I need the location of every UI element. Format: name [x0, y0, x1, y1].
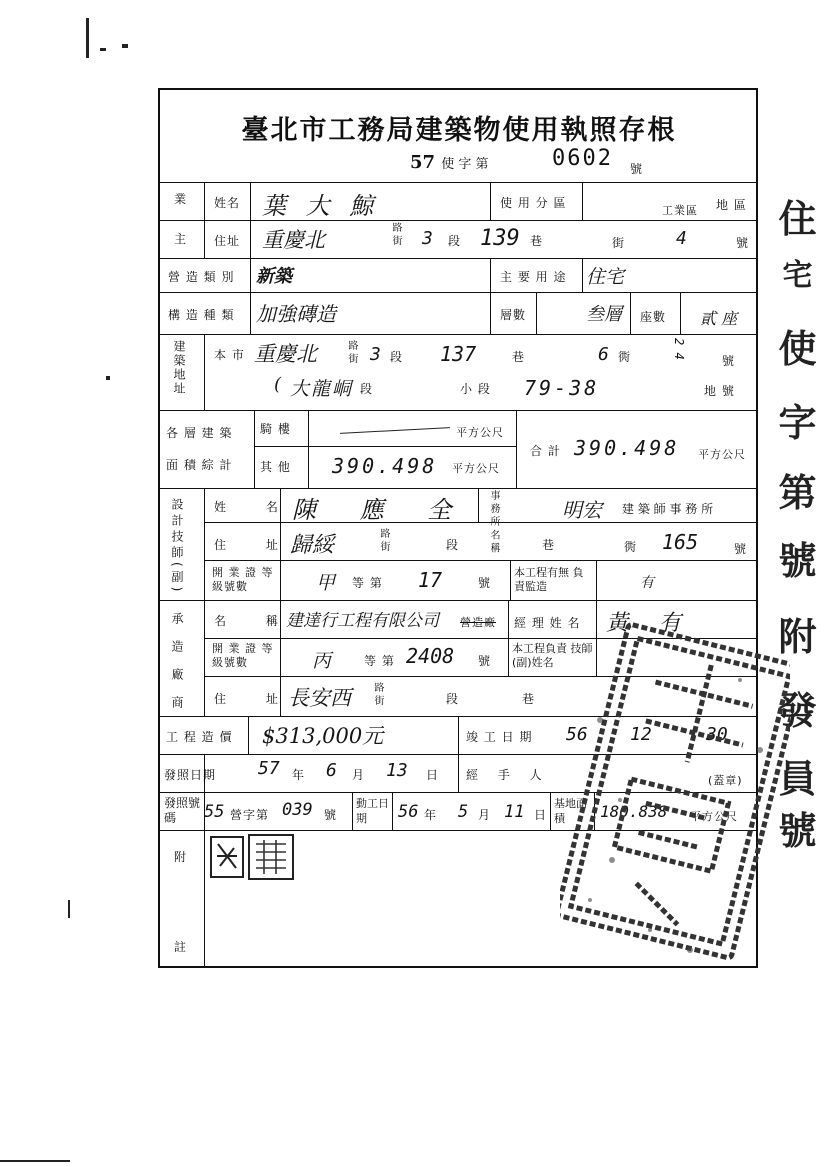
row-divider [204, 522, 756, 523]
contractor-address-lane-label: 巷 [522, 692, 536, 706]
official-seal-stamp [560, 600, 790, 980]
contractor-license-no: 2408 [406, 644, 455, 668]
col-divider [392, 792, 393, 830]
designer-license-suffix: 號 [478, 576, 492, 590]
side-char: 宅 [782, 258, 813, 293]
other-area-unit: 平方公尺 [452, 462, 500, 475]
side-char: 號 [778, 538, 817, 583]
col-divider [280, 488, 281, 716]
start-day-label: 日 [534, 808, 548, 822]
col-divider [536, 292, 537, 334]
col-divider [254, 410, 255, 488]
issue-day-label: 日 [426, 768, 440, 782]
designer-address-road: 歸綏 [290, 533, 335, 558]
designer-license-label: 開 業 證 等級號數 [212, 566, 274, 593]
owner-address-no: 4 [676, 228, 687, 249]
col-divider [458, 754, 459, 792]
site-no-value: 2 4 [672, 338, 686, 360]
contractor-license-label: 開 業 證 等級號數 [212, 642, 274, 669]
owner-address-lane: 139 [480, 226, 520, 251]
total-area-unit: 平方公尺 [698, 448, 746, 461]
area-label-2: 面 積 綜 計 [166, 458, 233, 472]
designer-address-alley-label: 衖 [624, 540, 638, 554]
permit-word-label: 使 字 第 [441, 157, 489, 172]
contractor-manager-value: 黃 有 [606, 611, 693, 636]
issue-year: 57 [258, 758, 280, 779]
base-area-value: 180.838 [600, 802, 668, 821]
permit-number-suffix: 號 [630, 162, 643, 176]
col-divider [582, 182, 583, 220]
cost-value: $313,000元 [262, 724, 384, 748]
col-divider [490, 182, 491, 220]
col-divider [550, 792, 551, 830]
contractor-address-label: 住 址 [214, 692, 296, 706]
complete-month: 12 [630, 724, 652, 745]
scan-mark [0, 1160, 70, 1162]
main-use-label: 主 要 用 途 [500, 270, 567, 284]
row-divider [254, 446, 516, 447]
owner-address-section: 3 [422, 228, 433, 249]
complete-year: 56 [566, 724, 588, 745]
scan-mark [100, 48, 106, 51]
use-zone-label: 使 用 分 區 [500, 196, 567, 210]
site-section-value: 3 [370, 344, 381, 365]
owner-address-city: 重慶北 [262, 228, 325, 252]
col-divider [250, 258, 251, 334]
seal-grid-icon [250, 836, 292, 878]
handler-label: 經 手 人 [466, 768, 550, 782]
contractor-address-road: 長安西 [288, 686, 351, 710]
contractor-name-label: 名 稱 [214, 614, 296, 628]
total-area-value: 390.498 [574, 436, 680, 460]
contractor-engineer-label: 本工程負責 技師(副)姓名 [512, 642, 593, 669]
scan-mark [106, 376, 110, 380]
col-divider [204, 830, 205, 966]
issue-month: 6 [326, 760, 337, 781]
side-char: 號 [778, 808, 817, 853]
col-divider [596, 560, 597, 600]
permit-no-label: 發照號碼 [164, 796, 201, 825]
owner-address-section-label: 段 [448, 234, 462, 248]
col-divider [204, 334, 205, 410]
other-area-value: 390.498 [332, 454, 438, 478]
supervise-label: 本工程有無 負責監造 [514, 566, 584, 593]
issue-day: 13 [386, 760, 408, 781]
site-district-value: 大龍峒 [290, 378, 354, 400]
complete-day: 30 [706, 724, 728, 745]
official-seal-icon [560, 600, 790, 980]
site-road-value: 重慶北 [254, 342, 317, 366]
owner-address-street-label: 街 [612, 236, 626, 250]
seal-stamp-small [210, 836, 244, 878]
permit-year: 57 [410, 152, 436, 173]
owner-address-road-label: 路 街 [390, 222, 401, 246]
site-address-label: 建築地址 [172, 340, 186, 396]
use-zone-value: 工業區 [662, 204, 698, 217]
site-road-label: 路 街 [346, 340, 357, 364]
owner-name-value: 葉 大 鯨 [262, 192, 380, 220]
permit-prefix: 55 [204, 802, 225, 822]
designer-office-value: 明宏 [562, 498, 602, 522]
designer-address-label: 住 址 [214, 538, 296, 552]
permit-no-value: 039 [282, 800, 313, 820]
start-year-label: 年 [424, 808, 438, 822]
col-divider [248, 716, 249, 754]
designer-office-suffix: 建 築 師 事 務 所 [622, 502, 714, 516]
use-zone-suffix: 地 區 [716, 198, 747, 212]
site-lane-value: 137 [440, 342, 477, 366]
scan-mark [86, 18, 89, 58]
designer-license-no: 17 [418, 568, 443, 592]
arcade-label: 騎 樓 [260, 422, 291, 436]
permit-no-suffix: 號 [324, 808, 338, 822]
col-divider [680, 292, 681, 334]
floors-label: 層數 [500, 308, 527, 322]
designer-office-label: 事 務 所 名 稱 [488, 490, 499, 553]
start-day: 11 [504, 802, 525, 822]
scan-mark [68, 900, 70, 918]
base-area-unit: 平方公尺 [690, 810, 738, 823]
start-year: 56 [398, 802, 419, 822]
side-char: 員 [778, 756, 817, 801]
contractor-address-road-label: 路 街 [372, 682, 383, 706]
arcade-unit: 平方公尺 [456, 426, 504, 439]
designer-license-grade: 甲 [316, 572, 336, 594]
contractor-manager-label: 經 理 姓 名 [514, 616, 581, 630]
side-char: 使 [778, 326, 817, 371]
cost-label: 工 程 造 價 [166, 730, 233, 744]
contractor-name-value: 建達行工程有限公司 [286, 611, 439, 631]
side-char: 發 [778, 688, 817, 733]
construction-type-value: 新築 [256, 266, 292, 287]
site-section-label: 段 [390, 350, 404, 364]
base-area-label: 基地面積 [554, 797, 587, 825]
structure-type-value: 加強磚造 [256, 302, 336, 326]
site-alley-label: 衖 [618, 350, 632, 364]
permit-number: 0602 [552, 146, 613, 171]
start-date-label: 動工日期 [356, 797, 389, 825]
side-char: 字 [778, 400, 817, 445]
designer-address-section-label: 段 [446, 538, 460, 552]
site-city-label: 本 市 [214, 348, 245, 362]
main-use-value: 住宅 [586, 266, 625, 288]
col-divider [352, 792, 353, 830]
col-divider [308, 410, 309, 488]
col-divider [510, 560, 511, 600]
site-lot-value: 79-38 [524, 376, 600, 400]
start-month-label: 月 [478, 808, 492, 822]
col-divider [630, 292, 631, 334]
side-char: 附 [778, 614, 817, 659]
start-month: 5 [458, 802, 469, 822]
floors-value: 叁層 [586, 304, 622, 325]
supervise-value: 有 [640, 575, 654, 591]
area-label-1: 各 層 建 築 [166, 426, 233, 440]
issue-date-label: 發照日期 [164, 768, 217, 782]
designer-address-lane-label: 巷 [542, 538, 556, 552]
contractor-license-suffix: 號 [478, 654, 492, 668]
seal-stamp-square [248, 834, 294, 880]
issue-month-label: 月 [352, 768, 366, 782]
contractor-license-grade: 丙 [312, 650, 332, 672]
designer-license-mid: 等 第 [352, 576, 383, 590]
scan-mark [122, 44, 128, 48]
owner-name-label: 姓名 [214, 196, 241, 210]
seats-value: 貳 座 [700, 309, 738, 328]
side-char: 第 [778, 470, 817, 515]
owner-address-lane-label: 巷 [530, 234, 544, 248]
structure-type-label: 構 造 種 類 [168, 308, 235, 322]
row-divider [160, 410, 756, 411]
notes-label-bottom: 註 [174, 940, 188, 954]
contractor-license-mid: 等 第 [364, 654, 395, 668]
permit-number-line [410, 152, 488, 173]
designer-name-label: 姓 名 [214, 500, 296, 514]
col-divider [582, 258, 583, 292]
designer-address-no-label: 號 [734, 542, 748, 556]
owner-address-label: 住址 [214, 234, 241, 248]
col-divider [204, 182, 205, 258]
owner-address-no-label: 號 [736, 236, 750, 250]
row-divider [160, 334, 756, 335]
col-divider [478, 488, 479, 522]
side-char: 住 [778, 196, 817, 241]
other-area-label: 其 他 [260, 460, 291, 474]
owner-group-label-2: 主 [174, 232, 188, 246]
site-open-paren: ( [274, 374, 282, 395]
contractor-name-suffix: 營造廠 [460, 616, 496, 629]
seats-label: 座數 [640, 310, 667, 324]
permit-word: 營字第 [230, 808, 270, 822]
seal-mark-icon [212, 838, 242, 876]
site-lane-label: 巷 [512, 350, 526, 364]
handler-seal: (蓋章) [708, 774, 743, 787]
designer-name-value: 陳 應 全 [292, 496, 470, 524]
issue-year-label: 年 [292, 768, 306, 782]
site-alley-value: 6 [598, 344, 609, 365]
total-area-label: 合 計 [530, 444, 561, 458]
construction-type-label: 營 造 類 別 [168, 270, 235, 284]
designer-address-road-label: 路 街 [378, 528, 389, 552]
site-subsection-label: 小 段 [460, 382, 491, 396]
contractor-address-section-label: 段 [446, 692, 460, 706]
designer-address-no: 165 [662, 530, 699, 554]
col-divider [490, 258, 491, 334]
col-divider [508, 600, 509, 676]
col-divider [516, 410, 517, 488]
form-title: 臺北市工務局建築物使用執照存根 [241, 115, 677, 146]
row-divider [160, 488, 756, 489]
site-district-label: 段 [360, 382, 374, 396]
notes-label-top: 附 [174, 850, 188, 864]
designer-group-label: 設計技師(副) [170, 498, 184, 596]
site-lot-label: 地 號 [704, 384, 735, 398]
contractor-group-label: 承造廠商 [170, 612, 184, 724]
col-divider [204, 488, 205, 716]
complete-date-label: 竣 工 日 期 [466, 730, 533, 744]
owner-group-label: 業 [174, 192, 188, 206]
row-divider [204, 560, 756, 561]
col-divider [458, 716, 459, 754]
col-divider [250, 182, 251, 258]
site-no-label: 號 [722, 354, 736, 368]
